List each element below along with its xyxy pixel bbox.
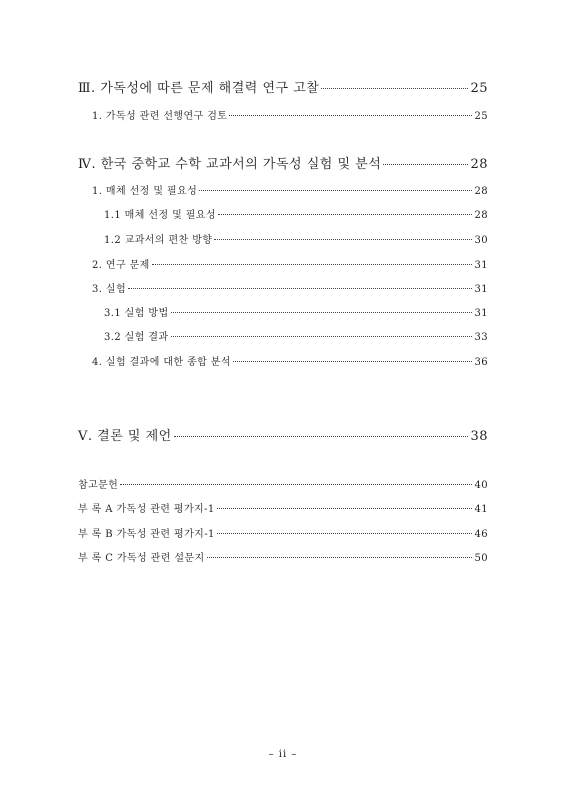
dot-leader xyxy=(383,164,468,165)
dot-leader xyxy=(218,214,473,215)
toc-entry-page: 38 xyxy=(470,429,488,444)
toc-entry-title: 부 록 C 가독성 관련 설문지 xyxy=(78,553,205,564)
toc-entry-title: 1. 매체 선정 및 필요성 xyxy=(92,186,198,197)
toc-entry-page: 33 xyxy=(474,332,488,343)
dot-leader xyxy=(321,88,468,89)
toc-entry-4-4[interactable] xyxy=(92,353,488,368)
toc-entry-page: 25 xyxy=(474,111,488,122)
toc-entry-page: 28 xyxy=(474,210,488,221)
dot-leader xyxy=(120,484,472,485)
dot-leader xyxy=(199,190,472,191)
toc-entry-references[interactable] xyxy=(78,476,488,491)
toc-entry-page: 28 xyxy=(474,186,488,197)
toc-entry-title: 1. 가독성 관련 선행연구 검토 xyxy=(92,111,228,122)
dot-leader xyxy=(217,533,473,534)
toc-entry-page: 30 xyxy=(474,235,488,246)
toc-entry-4-1[interactable] xyxy=(92,182,488,197)
toc-entry-4-1-2[interactable] xyxy=(104,231,488,246)
toc-entry-title: 3.1 실험 방법 xyxy=(104,308,169,319)
toc-entry-title: 1.1 매체 선정 및 필요성 xyxy=(104,210,216,221)
dot-leader xyxy=(229,115,472,116)
toc-entry-title: 1.2 교과서의 편찬 방향 xyxy=(104,235,213,246)
dot-leader xyxy=(233,361,473,362)
toc-entry-3-1[interactable] xyxy=(92,107,488,122)
toc-entry-page: 31 xyxy=(474,308,488,319)
toc-entry-appendix-c[interactable] xyxy=(78,549,488,564)
dot-leader xyxy=(171,336,473,337)
toc-entry-title: 부 록 B 가독성 관련 평가지-1 xyxy=(78,529,215,540)
toc-entry-appendix-a[interactable] xyxy=(78,500,488,515)
toc-entry-page: 25 xyxy=(470,81,488,96)
toc-entry-title: 부 록 A 가독성 관련 평가지-1 xyxy=(78,504,215,515)
toc-entry-4-2[interactable] xyxy=(92,256,488,271)
dot-leader xyxy=(217,508,473,509)
toc-entry-4-3-2[interactable] xyxy=(104,328,488,343)
toc-entry-page: 50 xyxy=(474,553,488,564)
toc-entry-chapter-4[interactable] xyxy=(78,153,488,172)
toc-entry-4-1-1[interactable] xyxy=(104,206,488,221)
toc-entry-4-3-1[interactable] xyxy=(104,304,488,319)
toc-entry-page: 31 xyxy=(474,284,488,295)
toc-entry-4-3[interactable] xyxy=(92,280,488,295)
toc-entry-page: 41 xyxy=(474,504,488,515)
toc-entry-title: 3. 실험 xyxy=(92,284,127,295)
page-number-footer: – ii – xyxy=(268,749,298,760)
toc-entry-title: 4. 실험 결과에 대한 종합 분석 xyxy=(92,357,231,368)
toc-entry-title: 3.2 실험 결과 xyxy=(104,332,169,343)
toc-entry-title: 참고문헌 xyxy=(78,480,119,491)
dot-leader xyxy=(171,312,473,313)
toc-entry-title: Ⅴ. 결론 및 제언 xyxy=(78,429,172,444)
toc-entry-title: Ⅲ. 가독성에 따른 문제 해결력 연구 고찰 xyxy=(78,81,320,96)
toc-entry-page: 28 xyxy=(470,157,488,172)
toc-entry-chapter-3[interactable] xyxy=(78,77,488,96)
dot-leader xyxy=(214,239,472,240)
dot-leader xyxy=(128,288,472,289)
toc-entry-title: Ⅳ. 한국 중학교 수학 교과서의 가독성 실험 및 분석 xyxy=(78,157,382,172)
toc-entry-page: 46 xyxy=(474,529,488,540)
toc-entry-page: 40 xyxy=(474,480,488,491)
dot-leader xyxy=(152,264,473,265)
toc-entry-chapter-5[interactable] xyxy=(78,425,488,444)
toc-entry-page: 31 xyxy=(474,260,488,271)
dot-leader xyxy=(174,436,469,437)
dot-leader xyxy=(207,557,473,558)
toc-entry-appendix-b[interactable] xyxy=(78,525,488,540)
toc-entry-title: 2. 연구 문제 xyxy=(92,260,150,271)
toc-entry-page: 36 xyxy=(474,357,488,368)
